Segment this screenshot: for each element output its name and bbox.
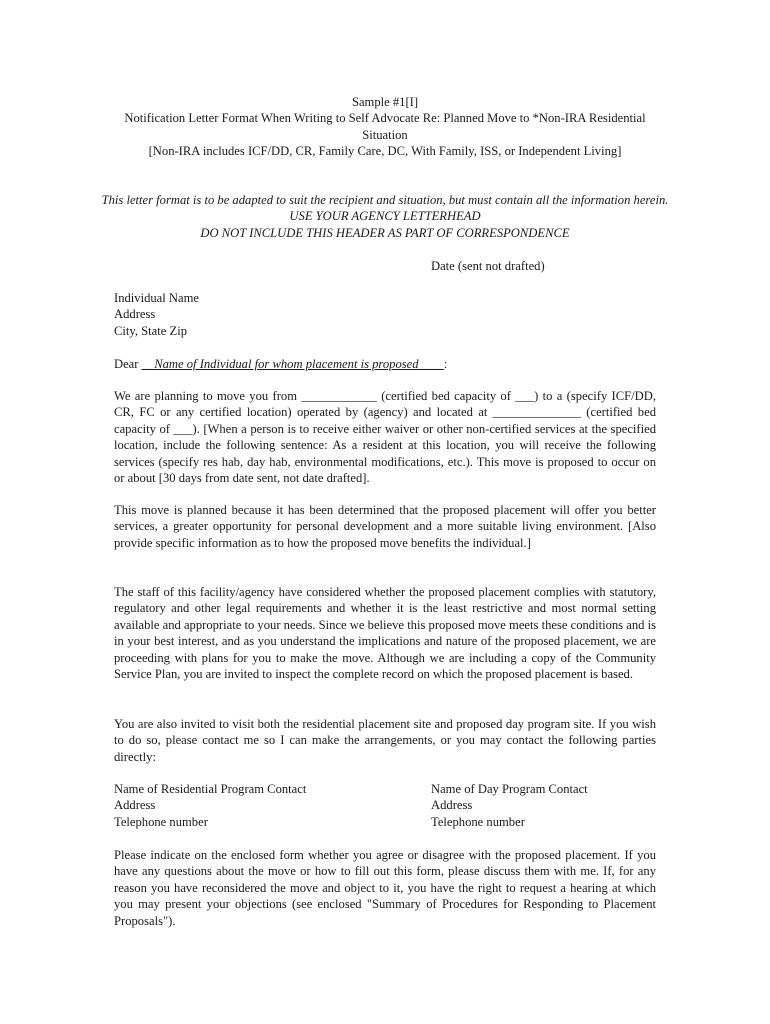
- recipient-address-line: Address: [114, 307, 156, 322]
- header-title-line1: Notification Letter Format When Writing to Self Advocate Re: Planned Move to *Non-IRA Residential: [124, 111, 646, 126]
- day-contact-name: Name of Day Program Contact: [431, 782, 588, 796]
- recipient-name: Individual Name: [114, 291, 199, 305]
- salutation-name: __Name of Individual for whom placement is proposed____: [141, 357, 444, 371]
- paragraph-visit-invitation: You are also invited to visit both the residential placement site and proposed day program site. If you wish to do so, please contact me so I can make the arrangements, or you may contact the following parties directly:: [114, 717, 656, 764]
- paragraph-response-instructions: Please indicate on the enclosed form whether you agree or disagree with the proposed placement. If you have any questions about the move or how to fill out this form, please discuss them with me. If, for any reason you have reconsidered the move and object to it, you have the right to request a hearing at which you may present your objections (see enclosed "Summary of Procedures for Responding to Placement Proposals").: [114, 848, 656, 928]
- paragraph-move-details: We are planning to move you from ____________ (certified bed capacity of ___) to a (specify ICF/DD, CR, FC or any certified location) operated by (agency) and located at ______________ (certified bed capacity of ___). [When a person is to receive either waiver or other non-certified services at the specified location, include the following sentence: As a resident at this location, you will receive the following services (specify res hab, day hab, environmental modifications, etc.). This move is proposed to occur on or about [30 days from date sent, not date drafted].: [114, 389, 656, 486]
- salutation: [114, 356, 656, 372]
- salutation-prefix: Dear: [114, 357, 142, 371]
- salutation-suffix: :: [443, 357, 448, 371]
- paragraph-move-reason: This move is planned because it has been determined that the proposed placement will offer you better services, a greater opportunity for personal development and a more suitable living environment. [Also provide specific information as to how the proposed move benefits the individual.]: [114, 503, 656, 550]
- instructions: [40, 192, 730, 241]
- residential-contact-address: Address: [114, 798, 156, 813]
- header-title-line2: Situation: [362, 127, 408, 142]
- instruction-line3: DO NOT INCLUDE THIS HEADER AS PART OF CORRESPONDENCE: [200, 225, 570, 240]
- sample-label: Sample #1[I]: [351, 95, 419, 109]
- instruction-line1: This letter format is to be adapted to suit the recipient and situation, but must contain all the information herein.: [101, 193, 669, 207]
- document-header: [60, 94, 710, 160]
- residential-contact: [114, 781, 306, 830]
- day-contact-address: Address: [431, 798, 473, 813]
- day-program-contact: [431, 781, 588, 830]
- recipient-address: [114, 290, 656, 339]
- header-note: [Non-IRA includes ICF/DD, CR, Family Care, DC, With Family, ISS, or Independent Living]: [148, 144, 622, 159]
- residential-contact-phone: Telephone number: [114, 814, 208, 829]
- recipient-city: City, State Zip: [114, 323, 187, 338]
- date-line: Date (sent not drafted): [431, 259, 545, 273]
- day-contact-phone: Telephone number: [431, 814, 525, 829]
- paragraph-staff-consideration: The staff of this facility/agency have considered whether the proposed placement complies with statutory, regulatory and other legal requirements and whether it is the least restrictive and most normal setting available and appropriate to your needs. Since we believe this proposed move meets these conditions and is in your best interest, and as you understand the implications and nature of the proposed placement, we are proceeding with plans for you to make the move. Although we are including a copy of the Community Service Plan, you are invited to inspect the complete record on which the proposed placement is based.: [114, 585, 656, 682]
- residential-contact-name: Name of Residential Program Contact: [114, 782, 307, 796]
- instruction-line2: USE YOUR AGENCY LETTERHEAD: [289, 209, 481, 224]
